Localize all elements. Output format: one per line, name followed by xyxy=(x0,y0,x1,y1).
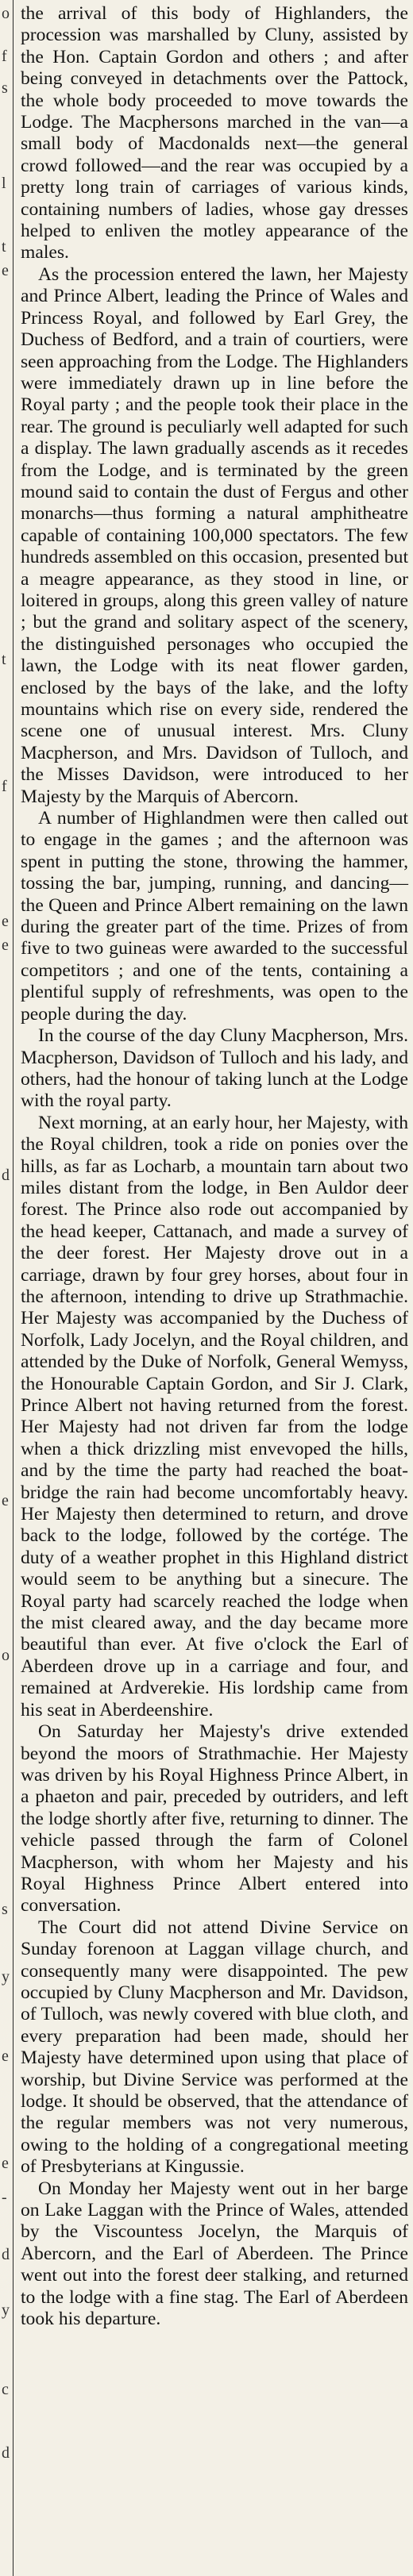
gutter-char: s xyxy=(2,1901,8,1918)
gutter-char: o xyxy=(2,1647,10,1664)
gutter-char: e xyxy=(2,936,9,954)
gutter-char: e xyxy=(2,2155,9,2172)
article-paragraph: A number of Highlandmen were then called out to engage in the games ; and the afternoon was spent in putting the stone, throwing the hammer, tossing the bar, jumping, running, and dancing—the Queen and Prince Albert remaining on the lawn during the greater part of the time. Prizes of from five to two guineas were awarded to the successful competitors ; and one of the tents, containing a plentiful supply of refreshments, was open to the people during the day. xyxy=(21,808,408,1025)
gutter-char: e xyxy=(2,2047,9,2065)
article-paragraph: Next morning, at an early hour, her Majesty, with the Royal children, took a ride on ponies over the hills, as far as Locharb, a mountain tarn about two miles distant from the lodge, in Ben Auldor deer forest. The Prince also rode out accompanied by the head keeper, Cattanach, and made a survey of the deer forest. Her Majesty drove out in a carriage, drawn by four grey horses, about four in the afternoon, intending to drive up Strathmachie. Her Majesty was accompanied by the Duchess of Norfolk, Lady Jocelyn, and the Royal children, and attended by the Duke of Norfolk, General Wemyss, the Honourable Captain Gordon, and Sir J. Clark, Prince Albert not having returned from the forest. Her Majesty had not driven far from the lodge when a thick drizzling mist envevoped the hills, and by the time the party had reached the boat-bridge the rain had become uncomfortably heavy. Her Majesty then determined to return, and drove back to the lodge, followed by the cortége. The duty of a weather prophet in this Highland district would seem to be anything but a sinecure. The Royal party had scarcely reached the lodge when the mist cleared away, and the day became more beautiful than ever. At five o'clock the Earl of Aberdeen drove up in a carriage and four, and remained at Ardverekie. His lordship came from his seat in Aberdeenshire. xyxy=(21,1112,408,1721)
article-paragraph: On Saturday her Majesty's drive extended beyond the moors of Strathmachie. Her Majesty was driven by his Royal Highness Prince Albert, in a phaeton and pair, preceded by outriders, and left the lodge shortly after five, returning to dinner. The vehicle passed through the farm of Colonel Macpherson, with whom her Majesty and his Royal Highness Prince Albert entered into conversation. xyxy=(21,1721,408,1917)
gutter-char: e xyxy=(2,262,9,279)
gutter-char: y xyxy=(2,2301,10,2319)
gutter-char: - xyxy=(2,2189,7,2206)
gutter-char: d xyxy=(2,2444,10,2462)
article-paragraph: the arrival of this body of Highlanders, the procession was marshalled by Cluny, assisted by the Hon. Captain Gordon and others ; and after being conveyed in detachments over the Pattock, the whole body proceeded to move towards the Lodge. The Macphersons marched in the van—a small body of Macdonalds next—the general crowd followed—and the rear was occupied by a pretty long train of carriages of various kinds, containing numbers of ladies, whose gay dresses helped to enliven the motley appearance of the males. xyxy=(21,3,408,263)
gutter-char: y xyxy=(2,1968,10,1986)
gutter-char: l xyxy=(2,175,6,192)
adjacent-column-fragment xyxy=(0,0,10,2576)
gutter-char: f xyxy=(2,778,7,795)
article-paragraph: In the course of the day Cluny Macpherson, Mrs. Macpherson, Davidson of Tulloch and his lady, and others, had the honour of taking lunch at the Lodge with the royal party. xyxy=(21,1025,408,1112)
gutter-char: t xyxy=(2,238,6,256)
gutter-char: d xyxy=(2,2246,10,2263)
article-paragraph: As the procession entered the lawn, her Majesty and Prince Albert, leading the Prince of Wales and Princess Royal, and followed by Earl Grey, the Duchess of Bedford, and a train of courtiers, were seen approaching from the Lodge. The Highlanders were immediately drawn up in line before the Royal party ; and the people took their place in the rear. The ground is peculiarly well adapted for such a display. The lawn gradually ascends as it recedes from the Lodge, and is terminated by the green mound said to contain the dust of Fergus and other monarchs—thus forming a natural amphitheatre capable of containing 100,000 spectators. The few hundreds assembled on this occasion, presented but a meagre appearance, as they stood in line, or loitered in groups, along this green valley of nature ; but the grand and solitary aspect of the scenery, the distinguished personages who occupied the lawn, the Lodge with its neat flower garden, enclosed by the bays of the lake, and the lofty mountains which rise on every side, rendered the scene one of unusual interest. Mrs. Cluny Macpherson, and Mrs. Davidson of Tulloch, and the Misses Davidson, were introduced to her Majesty by the Marquis of Abercorn. xyxy=(21,263,408,807)
article-column xyxy=(21,3,408,2330)
gutter-char: e xyxy=(2,913,9,930)
column-rule xyxy=(13,0,14,2576)
gutter-char: e xyxy=(2,1492,9,1509)
gutter-char: t xyxy=(2,651,6,668)
gutter-char: f xyxy=(2,48,7,65)
gutter-char: c xyxy=(2,2381,9,2398)
gutter-char: o xyxy=(2,5,10,22)
article-paragraph: On Monday her Majesty went out in her barge on Lake Laggan with the Prince of Wales, attended by the Viscountess Jocelyn, the Marquis of Abercorn, and the Earl of Aberdeen. The Prince went out into the forest deer stalking, and returned to the lodge with a fine stag. The Earl of Aberdeen took his departure. xyxy=(21,2178,408,2330)
gutter-char: d xyxy=(2,1167,10,1184)
article-paragraph: The Court did not attend Divine Service on Sunday forenoon at Laggan village church, and consequently many were disappointed. The pew occupied by Cluny Macpherson and Mr. Davidson, of Tulloch, was newly covered with blue cloth, and every preparation had been made, should her Majesty have determined upon using that place of worship, but Divine Service was performed at the lodge. It should be observed, that the attendance of the regular members was not very numerous, owing to the holding of a congregational meeting of Presbyterians at Kingussie. xyxy=(21,1917,408,2178)
gutter-char: s xyxy=(2,79,8,97)
